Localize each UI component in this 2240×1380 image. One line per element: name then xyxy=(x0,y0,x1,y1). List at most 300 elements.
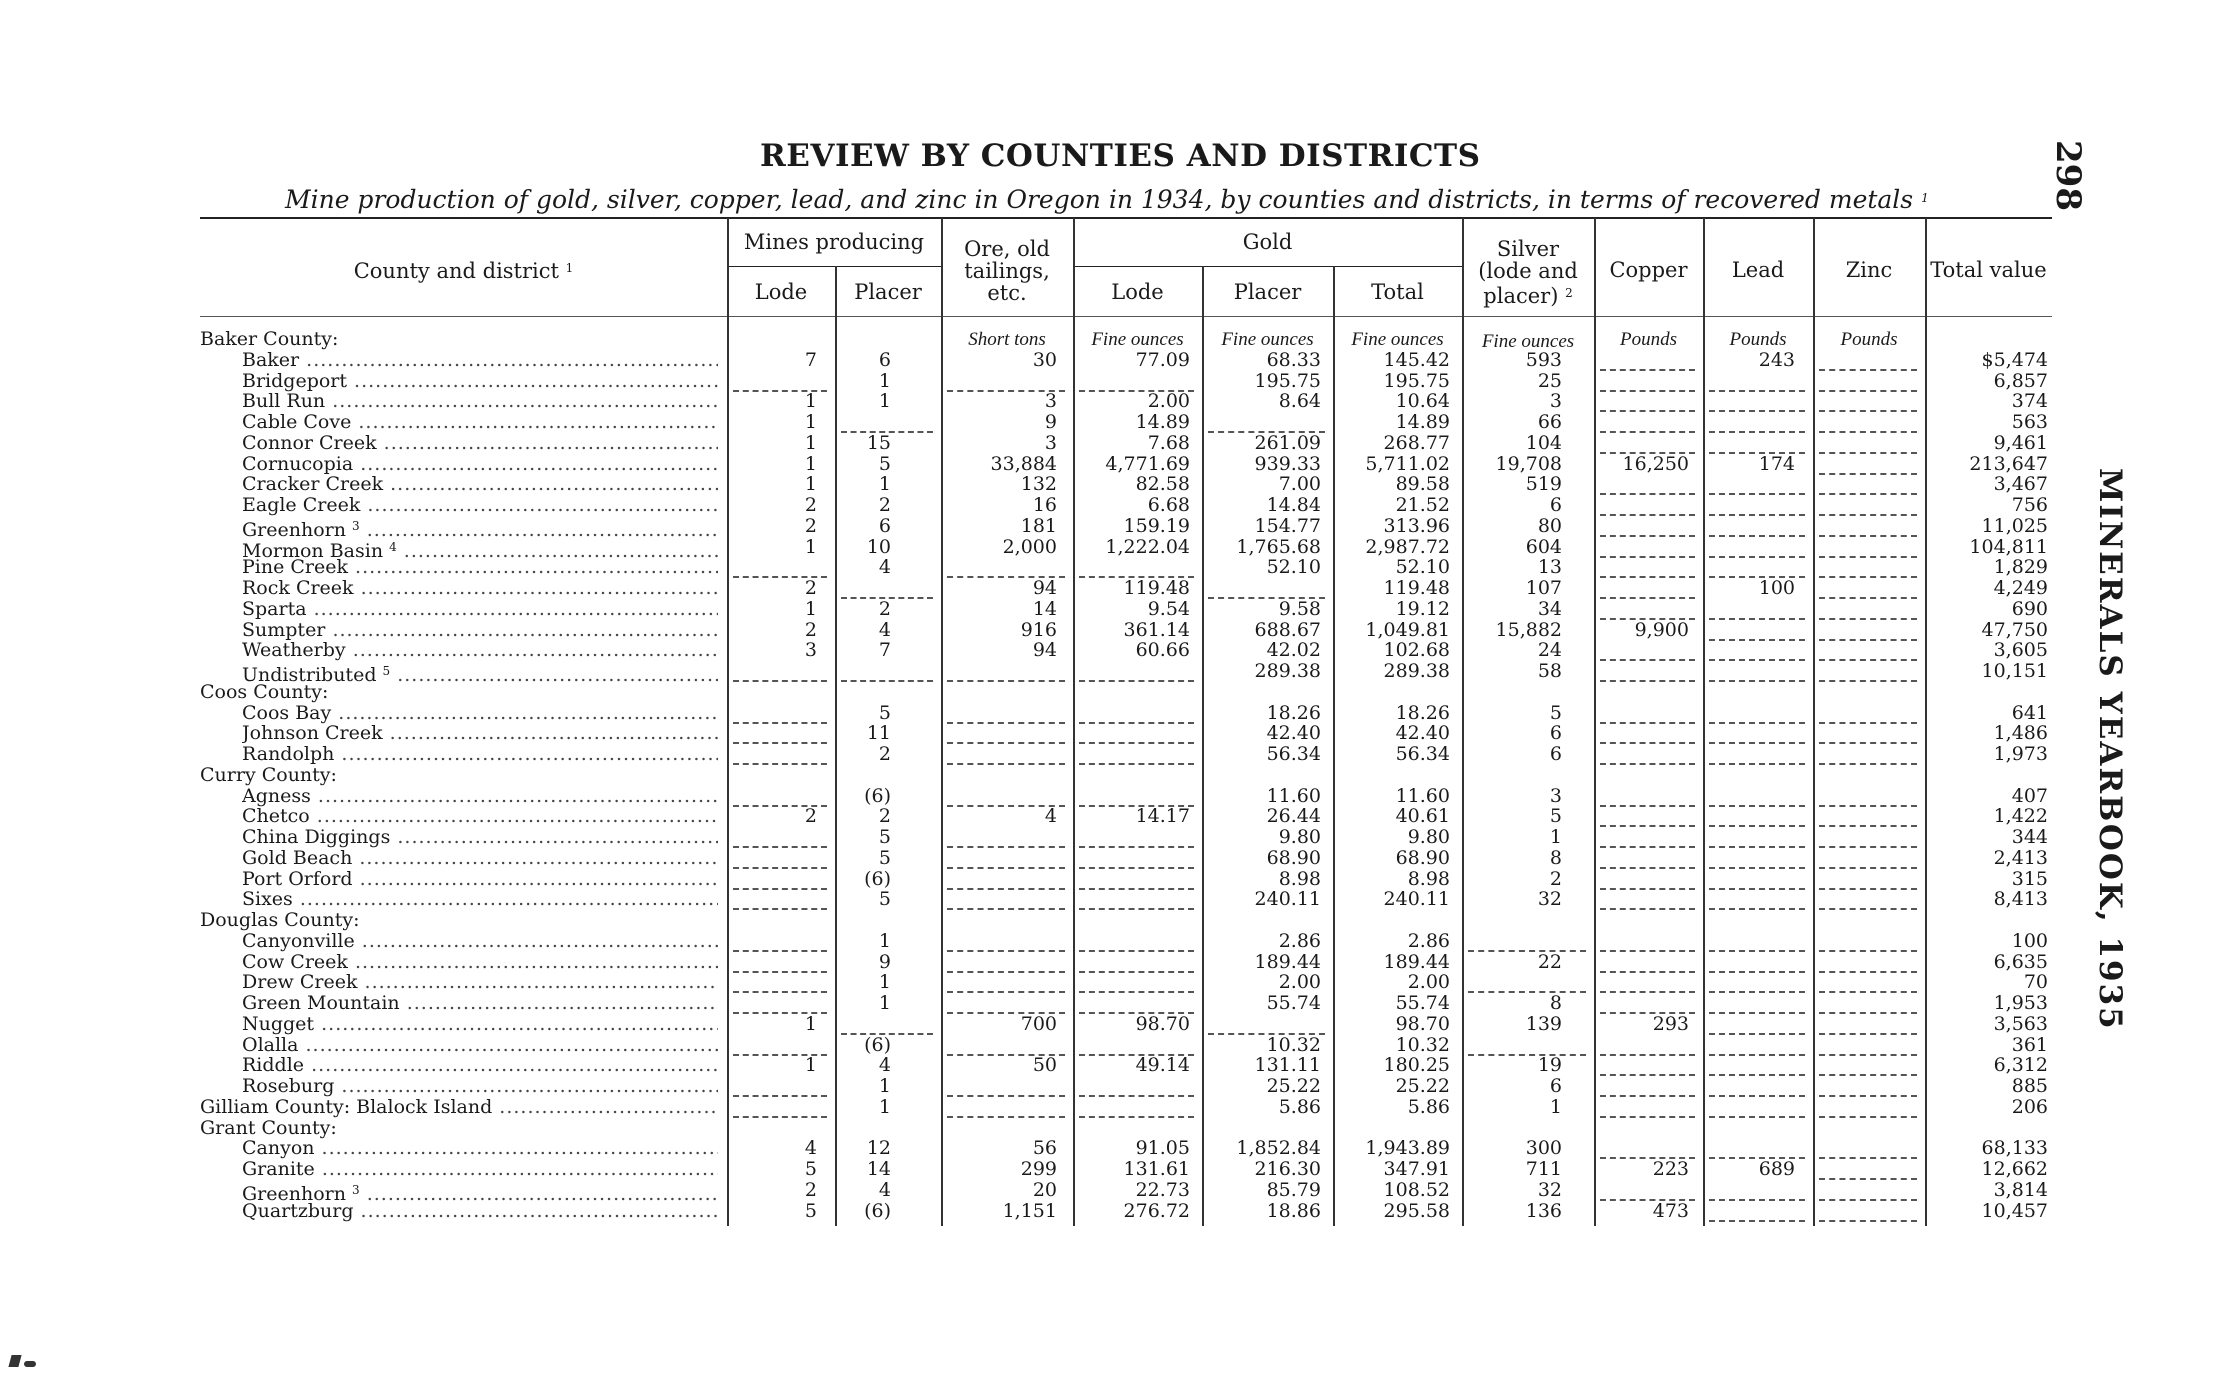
cell-lead: 689 xyxy=(1758,1158,1795,1180)
row-label: Olalla xyxy=(242,1034,299,1056)
district-name xyxy=(242,1014,718,1035)
cell-value: 756 xyxy=(2011,494,2048,516)
cell-silver: 2 xyxy=(1549,867,1562,890)
cell-value: 206 xyxy=(2011,1095,2048,1118)
table-row xyxy=(0,1138,2240,1159)
header-gold: Gold xyxy=(1242,230,1293,254)
cell-placer: (6) xyxy=(864,867,891,890)
cell-lode: 2 xyxy=(804,805,817,828)
cell-silver: 593 xyxy=(1525,348,1562,371)
cell-silver: 8 xyxy=(1549,846,1562,869)
row-label: Mormon Basin xyxy=(242,539,384,558)
cell-lode: 1 xyxy=(804,597,817,620)
table-row xyxy=(0,391,2240,412)
header-mines-placer: Placer xyxy=(854,280,922,304)
row-label: Granite xyxy=(242,1159,315,1180)
table-row xyxy=(0,371,2240,392)
row-label: Bull Run xyxy=(242,391,326,413)
row-label: Gold Beach xyxy=(242,847,353,869)
cell-gold-total: 19.12 xyxy=(1395,597,1450,620)
county-name xyxy=(200,910,720,931)
cell-gold-total: 180.25 xyxy=(1383,1054,1450,1077)
district-name xyxy=(242,744,718,765)
cell-value: 2,413 xyxy=(1993,846,2048,869)
county-heading-row xyxy=(0,1118,2240,1139)
cell-ore: 2,000 xyxy=(1002,535,1057,558)
district-name xyxy=(242,931,718,952)
cell-gold-lode: 6.68 xyxy=(1147,494,1190,516)
row-label: Bridgeport xyxy=(242,370,348,392)
cell-copper: 16,250 xyxy=(1622,452,1689,475)
cell-gold-lode: 14.17 xyxy=(1135,805,1190,828)
cell-gold-placer: 42.40 xyxy=(1266,722,1321,745)
cell-lode: 2 xyxy=(804,618,817,641)
cell-silver: 25 xyxy=(1537,369,1562,392)
cell-gold-placer: 8.64 xyxy=(1278,390,1321,413)
row-label: China Diggings xyxy=(242,827,391,848)
cell-ore: 299 xyxy=(1020,1158,1057,1180)
district-name xyxy=(242,371,718,392)
cell-lode: 5 xyxy=(804,1199,817,1222)
cell-lode: 2 xyxy=(804,494,817,516)
county-name xyxy=(200,1118,720,1139)
cell-gold-placer: 25.22 xyxy=(1266,1075,1321,1097)
cell-value: 407 xyxy=(2011,784,2048,807)
table-row xyxy=(0,537,2240,558)
cell-gold-total: 102.68 xyxy=(1383,639,1450,662)
cell-value: 10,457 xyxy=(1981,1199,2048,1222)
cell-gold-placer: 7.00 xyxy=(1278,473,1321,496)
district-name xyxy=(242,391,718,412)
district-name xyxy=(242,703,718,724)
cell-gold-placer: 289.38 xyxy=(1254,660,1321,682)
district-name xyxy=(242,640,718,661)
table-row xyxy=(0,454,2240,475)
cell-placer: 1 xyxy=(878,1095,891,1118)
table-row xyxy=(0,557,2240,578)
cell-placer: 2 xyxy=(878,805,891,828)
cell-gold-placer: 154.77 xyxy=(1254,514,1321,537)
running-title: MINERALS YEARBOOK, 1935 xyxy=(2092,468,2128,1031)
cell-silver: 80 xyxy=(1537,514,1562,537)
cell-gold-lode: 22.73 xyxy=(1135,1178,1190,1201)
cell-gold-total: 55.74 xyxy=(1395,992,1450,1014)
cell-silver: 1 xyxy=(1549,826,1562,848)
cell-gold-placer: 131.11 xyxy=(1254,1054,1321,1077)
cell-gold-placer: 11.60 xyxy=(1266,784,1321,807)
cell-placer: 2 xyxy=(878,743,891,765)
cell-gold-total: 2,987.72 xyxy=(1365,535,1450,558)
cell-silver: 519 xyxy=(1525,473,1562,496)
table-row xyxy=(0,827,2240,848)
table-row xyxy=(0,1159,2240,1180)
cell-silver: 24 xyxy=(1537,639,1562,662)
cell-silver: 6 xyxy=(1549,722,1562,745)
cell-ore: 4 xyxy=(1044,805,1057,828)
cell-gold-total: 189.44 xyxy=(1383,950,1450,973)
cell-silver: 3 xyxy=(1549,390,1562,413)
cell-value: 100 xyxy=(2011,929,2048,952)
row-label: Gilliam County: Blalock Island xyxy=(200,1096,493,1118)
cell-value: 4,249 xyxy=(1993,577,2048,599)
cell-silver: 6 xyxy=(1549,1075,1562,1097)
caption-text: Mine production of gold, silver, copper, lead, and zinc in Oregon in 1934, by counties and districts, in terms of recovered metals xyxy=(285,185,1914,214)
district-name xyxy=(242,661,718,682)
cell-gold-placer: 10.32 xyxy=(1266,1033,1321,1056)
table-row xyxy=(0,350,2240,371)
row-label: Baker xyxy=(242,349,300,371)
cell-value: 1,973 xyxy=(1993,743,2048,765)
cell-gold-placer: 68.33 xyxy=(1266,348,1321,371)
cell-silver: 58 xyxy=(1537,660,1562,682)
table-row xyxy=(0,869,2240,890)
cell-gold-placer: 14.84 xyxy=(1266,494,1321,516)
cell-gold-placer: 240.11 xyxy=(1254,888,1321,911)
cell-placer: 12 xyxy=(866,1137,891,1160)
cell-lead: 243 xyxy=(1758,348,1795,371)
district-name xyxy=(242,537,718,558)
unit-gold-placer: Fine ounces xyxy=(1221,329,1314,350)
cell-gold-placer: 1,852.84 xyxy=(1236,1137,1321,1160)
table-row xyxy=(0,848,2240,869)
cell-ore: 16 xyxy=(1032,494,1057,516)
cell-value: 641 xyxy=(2011,701,2048,724)
cell-lode: 2 xyxy=(804,514,817,537)
row-label: Riddle xyxy=(242,1055,305,1077)
cell-placer: 7 xyxy=(878,639,891,662)
cell-copper: 473 xyxy=(1652,1199,1689,1222)
cell-value: 6,635 xyxy=(1993,950,2048,973)
cell-gold-lode: 60.66 xyxy=(1135,639,1190,662)
cell-gold-total: 68.90 xyxy=(1395,846,1450,869)
row-label: Drew Creek xyxy=(242,972,358,994)
row-label: Douglas County: xyxy=(200,910,360,931)
cell-gold-placer: 68.90 xyxy=(1266,846,1321,869)
header-mines-producing: Mines producing xyxy=(743,230,925,254)
cell-value: 213,647 xyxy=(1969,452,2048,475)
unit-copper: Pounds xyxy=(1620,329,1677,350)
table-row xyxy=(0,972,2240,993)
county-name xyxy=(200,329,720,350)
cell-placer: 1 xyxy=(878,1075,891,1097)
cell-ore: 9 xyxy=(1044,411,1057,433)
row-label: Coos Bay xyxy=(242,702,332,724)
row-label: Cable Cove xyxy=(242,412,352,433)
cell-gold-lode: 276.72 xyxy=(1123,1199,1190,1222)
table-row xyxy=(0,640,2240,661)
cell-gold-lode: 131.61 xyxy=(1123,1158,1190,1180)
district-name xyxy=(242,1055,718,1076)
row-label: Sparta xyxy=(242,598,307,620)
cell-silver: 5 xyxy=(1549,701,1562,724)
cell-silver: 604 xyxy=(1525,535,1562,558)
header-lead: Lead xyxy=(1731,258,1785,282)
district-name xyxy=(242,495,718,516)
cell-gold-placer: 5.86 xyxy=(1278,1095,1321,1118)
cell-placer: 1 xyxy=(878,992,891,1014)
table-row xyxy=(0,889,2240,910)
cell-ore: 1,151 xyxy=(1002,1199,1057,1222)
cell-placer: 1 xyxy=(878,971,891,994)
cell-gold-total: 10.32 xyxy=(1395,1033,1450,1056)
cell-silver: 711 xyxy=(1525,1158,1562,1180)
cell-copper: 9,900 xyxy=(1634,618,1689,641)
cell-silver: 32 xyxy=(1537,888,1562,911)
county-name xyxy=(200,765,720,786)
cell-silver: 300 xyxy=(1525,1137,1562,1160)
cell-gold-total: 8.98 xyxy=(1407,867,1450,890)
district-name xyxy=(242,578,718,599)
cell-gold-placer: 9.58 xyxy=(1278,597,1321,620)
header-gold-total: Total xyxy=(1371,280,1424,304)
district-name xyxy=(242,952,718,973)
table-row xyxy=(0,1097,2240,1118)
district-name xyxy=(242,1180,718,1201)
cell-gold-lode: 9.54 xyxy=(1147,597,1190,620)
cell-gold-total: 56.34 xyxy=(1395,743,1450,765)
row-label: Sumpter xyxy=(242,619,326,641)
cell-copper: 293 xyxy=(1652,1012,1689,1035)
cell-gold-total: 10.64 xyxy=(1395,390,1450,413)
row-label: Pine Creek xyxy=(242,557,349,579)
cell-gold-lode: 49.14 xyxy=(1135,1054,1190,1077)
unit-zinc: Pounds xyxy=(1840,329,1898,350)
cell-gold-lode: 1,222.04 xyxy=(1105,535,1190,558)
county-heading-row xyxy=(0,329,2240,350)
cell-value: 68,133 xyxy=(1981,1137,2048,1160)
footnote-ref: 5 xyxy=(382,664,391,678)
cell-value: 6,857 xyxy=(1993,369,2048,392)
cell-silver: 1 xyxy=(1549,1095,1562,1118)
cell-value: 1,829 xyxy=(1993,556,2048,579)
district-name xyxy=(242,723,718,744)
cell-gold-placer: 18.26 xyxy=(1266,701,1321,724)
district-name xyxy=(242,993,718,1014)
table-row xyxy=(0,723,2240,744)
cell-value: 3,467 xyxy=(1993,473,2048,496)
table-row xyxy=(0,433,2240,454)
cell-lead: 174 xyxy=(1758,452,1795,475)
cell-gold-placer: 42.02 xyxy=(1266,639,1321,662)
row-label: Greenhorn xyxy=(242,518,346,537)
district-name xyxy=(242,869,718,890)
cell-placer: 1 xyxy=(878,473,891,496)
table-row xyxy=(0,516,2240,537)
table-row xyxy=(0,1014,2240,1035)
cell-ore: 20 xyxy=(1032,1178,1057,1201)
cell-placer: 4 xyxy=(878,556,891,579)
cell-gold-placer: 85.79 xyxy=(1266,1178,1321,1201)
cell-copper: 223 xyxy=(1652,1158,1689,1180)
district-name xyxy=(242,454,718,475)
district-name xyxy=(242,1159,718,1180)
cell-gold-placer: 216.30 xyxy=(1254,1158,1321,1180)
cell-lode: 1 xyxy=(804,1012,817,1035)
cell-gold-placer: 9.80 xyxy=(1278,826,1321,848)
scan-mark xyxy=(24,1361,36,1367)
row-label: Sixes xyxy=(242,889,293,911)
footnote-ref: 4 xyxy=(389,539,397,554)
district-name xyxy=(242,620,718,641)
cell-gold-lode: 159.19 xyxy=(1123,514,1190,537)
cell-gold-placer: 1,765.68 xyxy=(1236,535,1321,558)
cell-placer: (6) xyxy=(864,1033,891,1056)
cell-lode: 1 xyxy=(804,431,817,454)
caption-footnote-ref: 1 xyxy=(1921,191,1929,205)
table-row xyxy=(0,931,2240,952)
cell-gold-placer: 688.67 xyxy=(1254,618,1321,641)
gold-subheader-rule xyxy=(1074,266,1462,267)
table-row xyxy=(0,599,2240,620)
cell-value: 11,025 xyxy=(1981,514,2048,537)
cell-gold-placer: 18.86 xyxy=(1266,1199,1321,1222)
header-bottom-rule xyxy=(200,316,2052,317)
cell-silver: 8 xyxy=(1549,992,1562,1014)
cell-gold-total: 21.52 xyxy=(1395,494,1450,516)
district-name xyxy=(242,350,718,371)
header-gold-lode: Lode xyxy=(1111,280,1164,304)
table-row xyxy=(0,952,2240,973)
cell-placer: 1 xyxy=(878,369,891,392)
cell-placer: 11 xyxy=(866,722,891,745)
cell-value: 70 xyxy=(2023,971,2048,994)
district-name xyxy=(242,1035,718,1056)
cell-gold-lode: 82.58 xyxy=(1135,473,1190,496)
cell-ore: 700 xyxy=(1020,1012,1057,1035)
footnote-ref: 3 xyxy=(352,518,360,533)
cell-gold-placer: 261.09 xyxy=(1254,431,1321,454)
cell-gold-lode: 2.00 xyxy=(1147,390,1190,413)
cell-gold-placer: 56.34 xyxy=(1266,743,1321,765)
cell-gold-total: 89.58 xyxy=(1395,473,1450,496)
row-label: Port Orford xyxy=(242,868,353,890)
cell-ore: 94 xyxy=(1032,639,1057,662)
row-label: Chetco xyxy=(242,806,310,828)
district-name xyxy=(242,786,718,807)
cell-placer: 10 xyxy=(866,535,891,558)
cell-silver: 5 xyxy=(1549,805,1562,828)
cell-placer: 4 xyxy=(878,1054,891,1077)
unit-gold-lode: Fine ounces xyxy=(1091,329,1184,350)
district-name xyxy=(242,599,718,620)
cell-value: 3,814 xyxy=(1993,1178,2048,1201)
cell-lode: 1 xyxy=(804,1054,817,1077)
cell-placer: 5 xyxy=(878,846,891,869)
cell-placer: 5 xyxy=(878,452,891,475)
cell-gold-total: 5.86 xyxy=(1407,1095,1450,1118)
cell-gold-total: 25.22 xyxy=(1395,1075,1450,1097)
cell-lode: 2 xyxy=(804,577,817,599)
row-label: Canyon xyxy=(242,1138,315,1160)
cell-placer: 1 xyxy=(878,929,891,952)
header-copper: Copper xyxy=(1609,258,1688,282)
cell-silver: 19,708 xyxy=(1495,452,1562,475)
cell-lead: 100 xyxy=(1758,577,1795,599)
cell-gold-total: 1,049.81 xyxy=(1365,618,1450,641)
cell-value: 9,461 xyxy=(1993,431,2048,454)
cell-gold-total: 98.70 xyxy=(1395,1012,1450,1035)
cell-lode: 2 xyxy=(804,1178,817,1201)
row-label: Green Mountain xyxy=(242,993,400,1014)
district-name xyxy=(242,433,718,454)
cell-value: 47,750 xyxy=(1981,618,2048,641)
cell-value: 10,151 xyxy=(1981,660,2048,682)
cell-gold-total: 5,711.02 xyxy=(1365,452,1450,475)
cell-gold-total: 9.80 xyxy=(1407,826,1450,848)
cell-ore: 916 xyxy=(1020,618,1057,641)
cell-lode: 3 xyxy=(804,639,817,662)
row-label: Grant County: xyxy=(200,1117,337,1139)
cell-ore: 181 xyxy=(1020,514,1057,537)
cell-gold-lode: 77.09 xyxy=(1135,348,1190,371)
cell-value: 563 xyxy=(2011,411,2048,433)
cell-silver: 15,882 xyxy=(1495,618,1562,641)
cell-gold-total: 52.10 xyxy=(1395,556,1450,579)
cell-silver: 32 xyxy=(1537,1178,1562,1201)
cell-silver: 22 xyxy=(1537,950,1562,973)
header-silver: Silver (lode and placer) $^2$ xyxy=(1478,237,1578,308)
cell-gold-total: 1,943.89 xyxy=(1365,1137,1450,1160)
row-label: Curry County: xyxy=(200,764,337,786)
cell-gold-total: 42.40 xyxy=(1395,722,1450,745)
cell-gold-lode: 91.05 xyxy=(1135,1137,1190,1160)
cell-gold-placer: 195.75 xyxy=(1254,369,1321,392)
table-row xyxy=(0,703,2240,724)
cell-value: 104,811 xyxy=(1969,535,2048,558)
cell-ore: 3 xyxy=(1044,390,1057,413)
cell-gold-total: 295.58 xyxy=(1383,1199,1450,1222)
cell-silver: 136 xyxy=(1525,1199,1562,1222)
cell-placer: 2 xyxy=(878,494,891,516)
county-heading-row xyxy=(0,910,2240,931)
cell-value: 690 xyxy=(2011,597,2048,620)
cell-gold-total: 195.75 xyxy=(1383,369,1450,392)
cell-lode: 1 xyxy=(804,473,817,496)
unit-gold-total: Fine ounces xyxy=(1351,329,1444,350)
cell-gold-total: 2.00 xyxy=(1407,971,1450,994)
cell-gold-total: 14.89 xyxy=(1395,411,1450,433)
row-label: Quartzburg xyxy=(242,1200,354,1222)
cell-placer: 6 xyxy=(878,514,891,537)
table-row xyxy=(0,744,2240,765)
cell-placer: 6 xyxy=(878,348,891,371)
cell-gold-placer: 939.33 xyxy=(1254,452,1321,475)
cell-value: 1,422 xyxy=(1993,805,2048,828)
cell-gold-total: 18.26 xyxy=(1395,701,1450,724)
cell-value: 374 xyxy=(2011,390,2048,413)
unit-ore: Short tons xyxy=(968,329,1046,350)
page-number: 298 xyxy=(2048,140,2088,211)
cell-placer: 4 xyxy=(878,1178,891,1201)
cell-value: 12,662 xyxy=(1981,1158,2048,1180)
district-name xyxy=(242,1138,718,1159)
unit-lead: Pounds xyxy=(1729,329,1787,350)
cell-lode: 1 xyxy=(804,411,817,433)
cell-value: 1,486 xyxy=(1993,722,2048,745)
cell-ore: 56 xyxy=(1032,1137,1057,1160)
table-row xyxy=(0,412,2240,433)
table-row xyxy=(0,1055,2240,1076)
cell-ore: 14 xyxy=(1032,597,1057,620)
district-name xyxy=(242,889,718,910)
row-label: Baker County: xyxy=(200,329,339,350)
table-top-rule xyxy=(200,217,2052,219)
county-name xyxy=(200,682,720,703)
table-row xyxy=(0,1076,2240,1097)
table-row xyxy=(0,1201,2240,1222)
cell-gold-placer: 26.44 xyxy=(1266,805,1321,828)
table-row xyxy=(0,620,2240,641)
